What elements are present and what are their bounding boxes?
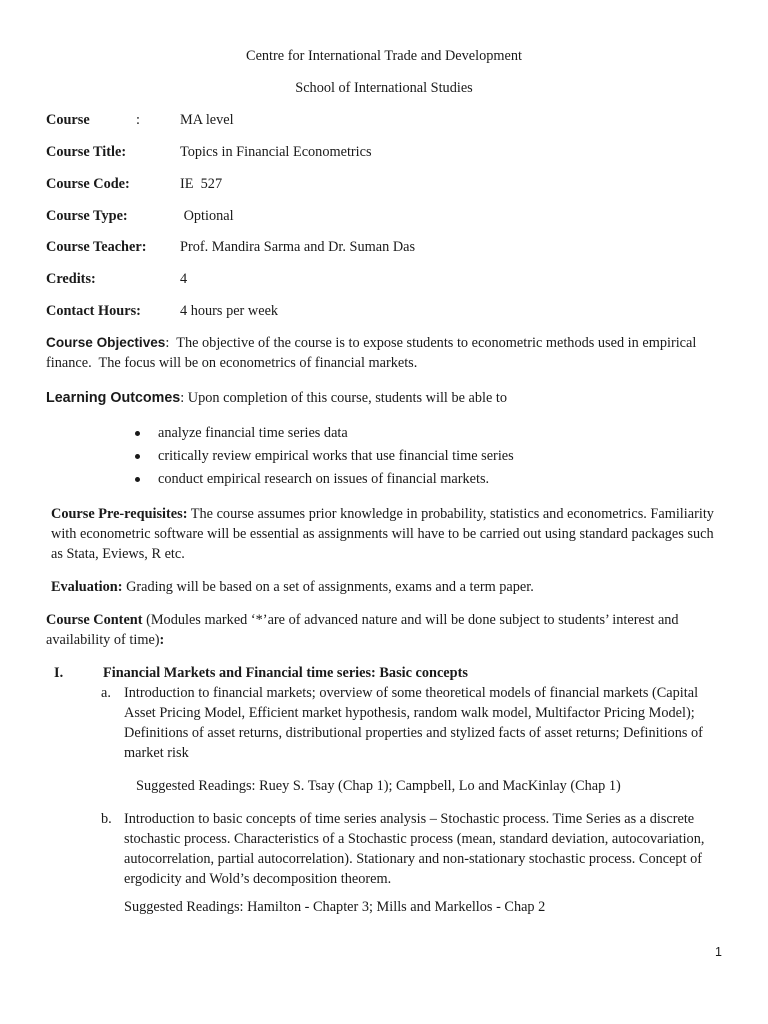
suggested-readings-b: Suggested Readings: Hamilton - Chapter 3; Mills and Markellos - Chap 2 [124,899,546,915]
field-separator: : [136,112,140,128]
module-title: Financial Markets and Financial time series: Basic concepts [103,665,468,681]
school-title: School of International Studies [295,80,473,96]
course-content-label: Course Content [46,612,143,628]
bullet-icon [135,431,140,436]
learning-outcomes-list [131,423,514,492]
institution-title: Centre for International Trade and Development [246,48,522,64]
learning-outcomes-paragraph [46,388,726,408]
page-number: 1 [715,945,722,959]
field-label-contact-hours: Contact Hours: [46,303,141,319]
field-value-course-title: Topics in Financial Econometrics [180,144,372,160]
field-value-course-code: IE 527 [180,176,223,192]
item-text-b: Introduction to basic concepts of time series analysis – Stochastic process. Time Series as a discrete stochastic process. Characteristics of a Stochastic process (mean, standard deviation, autocovariation, autocorrelation, partial autocorrelation). Stationary and non-stationary stochastic process. Concept of ergodicity and Wold’s decomposition theorem. [124,811,705,887]
field-value-course: MA level [180,112,234,128]
list-item: analyze financial time series data [131,423,514,446]
course-content-paragraph [46,610,726,650]
prerequisites-paragraph [51,504,721,564]
field-value-contact-hours: 4 hours per week [180,303,279,319]
course-objectives-text: : The objective of the course is to expose students to econometric methods used in empirical finance. The focus will be on econometrics of financial markets. [46,335,700,371]
field-label-credits: Credits: [46,271,96,287]
course-content-text: (Modules marked ‘*’are of advanced nature and will be done subject to students’ interest and availability of time) [46,612,679,648]
prerequisites-label: Course Pre-requisites: [51,506,188,522]
bullet-icon [135,454,140,459]
course-content-colon: : [159,632,165,648]
evaluation-text: Grading will be based on a set of assignments, exams and a term paper. [122,579,534,595]
list-item: critically review empirical works that use financial time series [131,446,514,469]
course-objectives-label: Course Objectives [46,335,166,350]
prerequisites-text: The course assumes prior knowledge in probability, statistics and econometrics. Familiarity with econometric software will be essential as assignments will have to be carried out using standard packages such as Stata, Eviews, R etc. [51,506,714,562]
evaluation-label: Evaluation: [51,579,123,595]
item-text-a: Introduction to financial markets; overview of some theoretical models of financial markets (Capital Asset Pricing Model, Efficient market hypothesis, random walk model, Multifactor Pricing Model); Definitions of asset returns, distributional properties and stylized facts of asset returns; Definitions of market risk [124,685,703,761]
learning-outcomes-text: : Upon completion of this course, students will be able to [180,390,508,406]
field-label-course-code: Course Code: [46,176,130,192]
suggested-readings-a: Suggested Readings: Ruey S. Tsay (Chap 1); Campbell, Lo and MacKinlay (Chap 1) [136,778,621,794]
learning-outcomes-label: Learning Outcomes [46,390,181,406]
bullet-icon [135,477,140,482]
field-value-course-teacher: Prof. Mandira Sarma and Dr. Suman Das [180,239,416,255]
course-objectives-paragraph [46,333,726,373]
item-marker-b: b. [101,811,112,827]
field-label-course: Course [46,112,90,128]
field-label-course-title: Course Title: [46,144,127,160]
evaluation-paragraph [51,577,721,597]
field-value-credits: 4 [180,271,188,287]
item-marker-a: a. [101,685,111,701]
field-label-course-type: Course Type: [46,208,128,224]
list-item: conduct empirical research on issues of financial markets. [131,469,514,492]
field-label-course-teacher: Course Teacher: [46,239,147,255]
module-numeral: I. [54,665,64,681]
field-value-course-type: Optional [180,208,234,224]
